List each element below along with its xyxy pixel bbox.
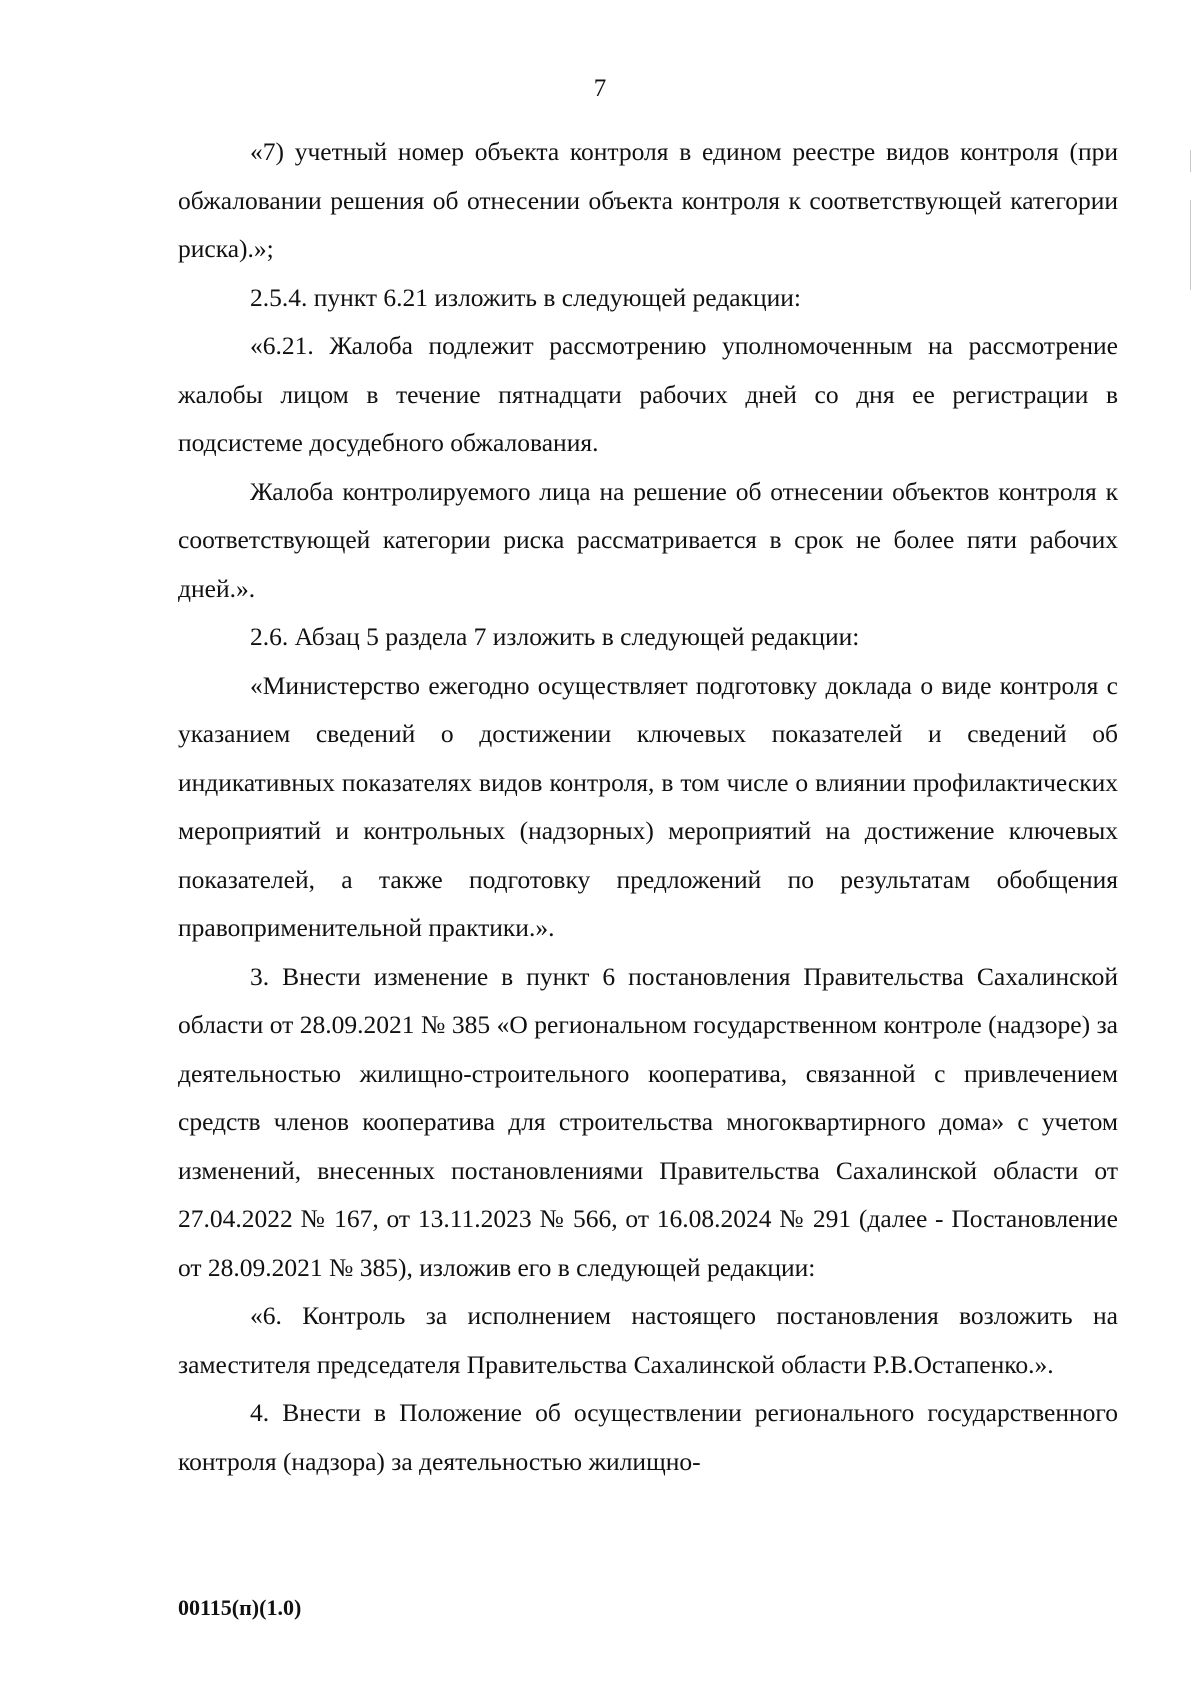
page-number: 7 — [593, 75, 607, 102]
paragraph-6-control: «6. Контроль за исполнением настоящего постановления возложить на заместителя председателя Правительства Сахалинской области Р.В.Остапенко.». — [178, 1301, 1118, 1379]
paragraph-2-5-4: 2.5.4. пункт 6.21 изложить в следующей редакции: — [250, 282, 801, 312]
paragraph-complaint-risk-category: Жалоба контролируемого лица на решение об отнесении объектов контроля к соответствующей категории риска рассматривается в срок не более пяти рабочих дней.». — [178, 476, 1118, 603]
paragraph-2-6: 2.6. Абзац 5 раздела 7 изложить в следующей редакции: — [250, 622, 860, 651]
document-body — [178, 128, 1118, 1486]
paragraph-3-amendment: 3. Внести изменение в пункт 6 постановления Правительства Сахалинской области от 28.09.2021 № 385 «О региональном государственном контроле (надзоре) за деятельностью жилищно-строительного кооператива, связанной с привлечением средств членов кооператива для строительства многоквартирного дома» с учетом изменений, внесенных постановлениями Правительства Сахалинской области от 27.04.2022 № 167, от 13.11.2023 № 566, от 16.08.2024 № 291 (далее - Постановление от 28.09.2021 № 385), изложив его в следующей редакции: — [178, 961, 1118, 1282]
scan-artifact — [1190, 200, 1191, 290]
scan-artifact — [1190, 150, 1191, 172]
document-code: 00115(п)(1.0) — [178, 1595, 302, 1620]
paragraph-ministry-report: «Министерство ежегодно осуществляет подготовку доклада о виде контроля с указанием сведений о достижении ключевых показателей и сведений об индикативных показателях видов контроля, в том числе о влиянии профилактических мероприятий и контрольных (надзорных) мероприятий на достижение ключевых показателей, а также подготовку предложений по результатам обобщения правоприменительной практики.». — [178, 670, 1118, 942]
paragraph-7-account-number: «7) учетный номер объекта контроля в едином реестре видов контроля (при обжаловании решения об отнесении объекта контроля к соответствующей категории риска).»; — [178, 137, 1118, 263]
paragraph-6-21: «6.21. Жалоба подлежит рассмотрению уполномоченным на рассмотрение жалобы лицом в течение пятнадцати рабочих дней со дня ее регистрации в подсистеме досудебного обжалования. — [178, 331, 1118, 457]
paragraph-4-amendment: 4. Внести в Положение об осуществлении регионального государственного контроля (надзора) за деятельностью жилищно- — [178, 1398, 1118, 1476]
